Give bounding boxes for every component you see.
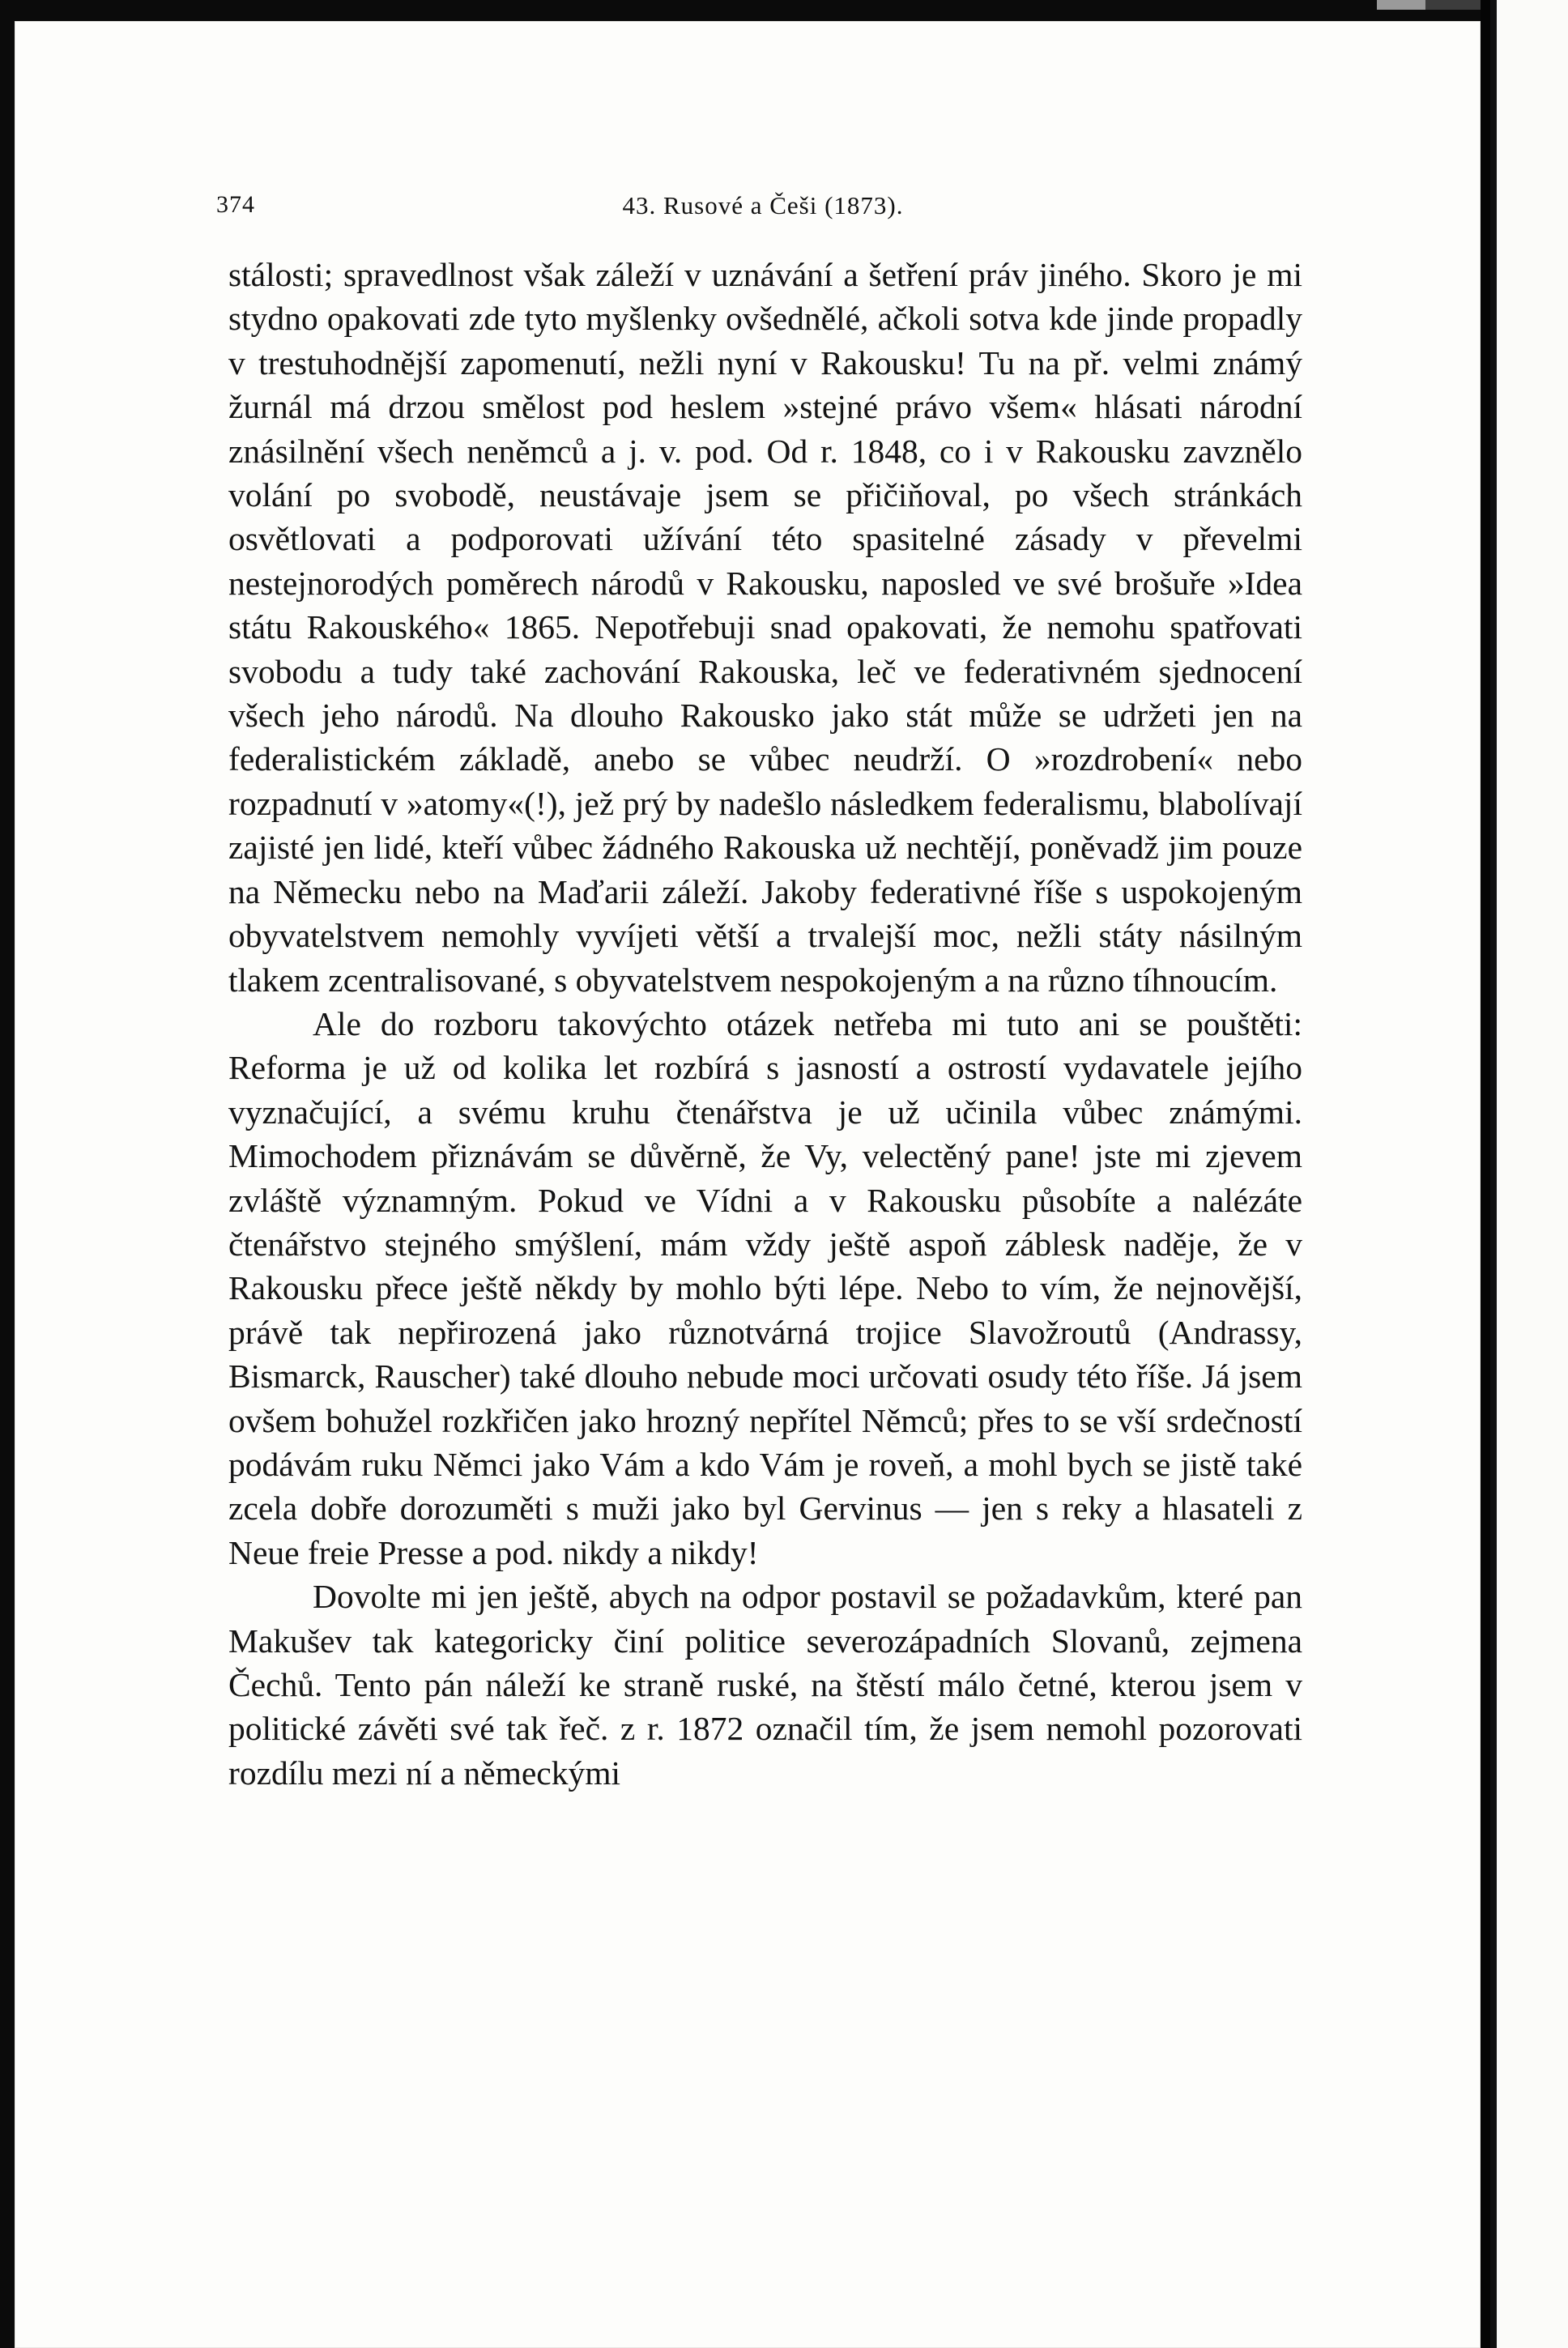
page-number: 374 [216, 191, 255, 218]
next-page-edge [1490, 0, 1568, 2348]
paragraph-2: Ale do rozboru takovýchto otázek netřeba mi tuto ani se pouštěti: Reforma je už od kolika let rozbírá s jasností a ostrostí vydavatele jejího vyznačující, a svému kruhu čtenářstva je už učinila vůbec známými. Mimochodem přiznávám se důvěrně, že Vy, velectěný pane! jste mi zjevem zvláště významným. Pokud ve Vídni a v Rakousku působíte a nalézáte čtenářstvo stejného smýšlení, mám vždy ještě aspoň záblesk naděje, že v Rakousku přece ještě někdy by mohlo býti lépe. Nebo to vím, že nejnovější, právě tak nepřirozená jako různotvárná trojice Slavožroutů (Andrassy, Bismarck, Rauscher) také dlouho nebude moci určovati osudy této říše. Já jsem ovšem bohužel rozkřičen jako hrozný nepřítel Němců; přes to se vší srdečností podávám ruku Němci jako Vám a kdo Vám je roveň, a mohl bych se jistě také zcela dobře dorozuměti s muži jako byl Gervinus — jen s reky a hlasateli z Neue freie Presse a pod. nikdy a nikdy! [228, 1004, 1302, 1571]
paragraph-1: stálosti; spravedlnost však záleží v uznávání a šetření práv jiného. Skoro je mi stydno opakovati zde tyto myšlenky ovšednělé, ačkoli sotva kde jinde propadly v trestuhodnější zapomenutí, nežli nyní v Rakousku! Tu na př. velmi známý žurnál má drzou smělost pod heslem »stejné právo všem« hlásati národní znásilnění všech neněmců a j. v. pod. Od r. 1848, co i v Rakousku zavznělo volání po svobodě, neustávaje jsem se přičiňoval, po všech stránkách osvětlovati a podporovati užívání této spasitelné zásady v převelmi nestejnorodých poměrech národů v Rakousku, naposled ve své brošuře »Idea státu Rakouského« 1865. Nepotřebuji snad opakovati, že nemohu spatřovati svobodu a tudy také zachování Rakouska, leč ve federativném sjednocení všech jeho národů. Na dlouho Rakousko jako stát může se udržeti jen na federalistickém základě, anebo se vůbec neudrží. O »rozdrobení« nebo rozpadnutí v »atomy«(!), jež prý by nadešlo následkem federalismu, blabolívají zajisté jen lidé, kteří vůbec žádného Rakouska už nechtějí, poněvadž jim pouze na Německu nebo na Maďarii záleží. Jakoby federativné říše s uspokojeným obyvatelstvem nemohly vyvíjeti větší a trvalejší moc, nežli státy násilným tlakem zcentralisované, s obyvatelstvem nespokojeným a na různo tíhnoucím. [228, 256, 1302, 999]
paragraph-3: Dovolte mi jen ještě, abych na odpor postavil se požadavkům, které pan Makušev tak kategoricky činí politice severozápadních Slovanů, zejmena Čechů. Tento pán náleží ke straně ruské, na štěstí málo četné, kterou jsem v politické závěti své tak řeč. z r. 1872 označil tím, že jsem nemohl pozorovati rozdílu mezi ní a německými [228, 1578, 1302, 1792]
body-text [228, 253, 1302, 1795]
page-gutter-shadow [1490, 0, 1497, 2348]
scan-edge-mark-dark [1425, 0, 1482, 10]
running-title: 43. Rusové a Češi (1873). [622, 191, 904, 219]
page-header [216, 191, 1310, 232]
